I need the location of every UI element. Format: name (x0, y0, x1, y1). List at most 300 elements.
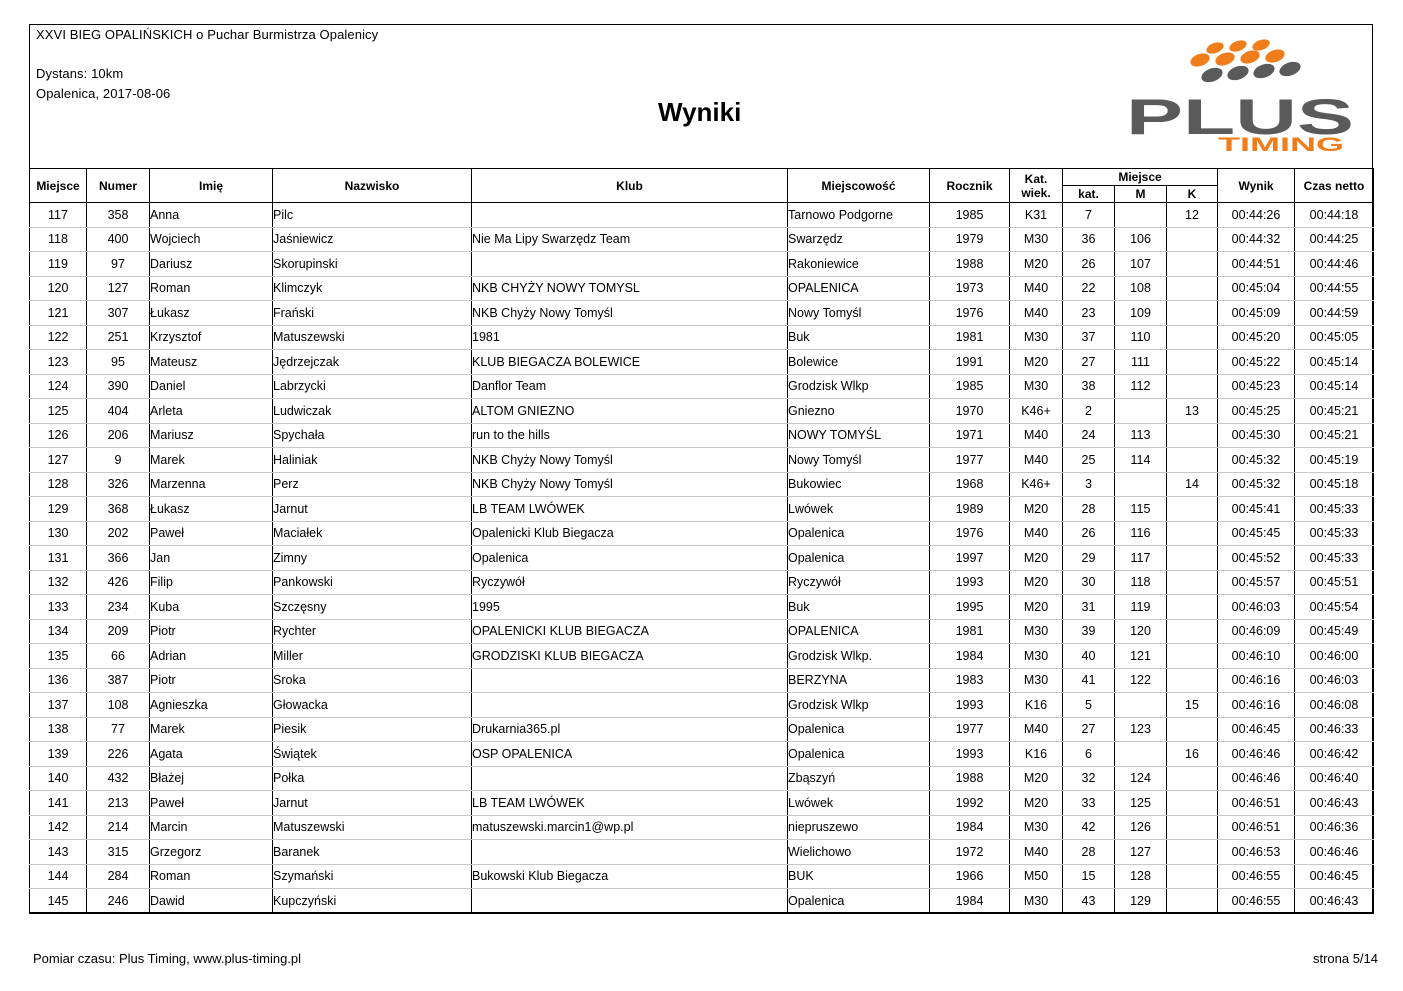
page-number: strona 5/14 (1312, 951, 1378, 966)
cell-nazwisko: Świątek (273, 742, 472, 767)
cell-m-place: 125 (1115, 791, 1167, 816)
cell-kat: K31 (1010, 203, 1063, 228)
cell-numer: 246 (87, 889, 150, 914)
cell-miejscowosc: OPALENICA (788, 276, 930, 301)
cell-rocznik: 1995 (930, 595, 1010, 620)
cell-kat: M20 (1010, 766, 1063, 791)
cell-miejscowosc: OPALENICA (788, 619, 930, 644)
table-row (30, 840, 1374, 865)
cell-k-place (1167, 595, 1218, 620)
cell-imie: Arleta (150, 399, 273, 424)
cell-klub: matuszewski.marcin1@wp.pl (472, 815, 788, 840)
table-row (30, 399, 1374, 424)
table-row (30, 276, 1374, 301)
cell-kat: M20 (1010, 595, 1063, 620)
cell-rocznik: 1976 (930, 301, 1010, 326)
cell-imie: Marek (150, 717, 273, 742)
logo-dots-dark (1199, 59, 1302, 85)
cell-miejsce: 123 (30, 350, 87, 375)
cell-numer: 226 (87, 742, 150, 767)
cell-miejsce: 140 (30, 766, 87, 791)
cell-miejsce: 128 (30, 472, 87, 497)
cell-numer: 307 (87, 301, 150, 326)
cell-m-place: 121 (1115, 644, 1167, 669)
cell-rocznik: 1993 (930, 693, 1010, 718)
logo-text: PLUS (1126, 89, 1354, 145)
cell-miejscowosc: Opalenica (788, 889, 930, 914)
cell-m-place (1115, 742, 1167, 767)
cell-kat: M30 (1010, 644, 1063, 669)
table-row (30, 693, 1374, 718)
cell-netto: 00:45:54 (1295, 595, 1374, 620)
cell-miejsce: 121 (30, 301, 87, 326)
cell-netto: 00:44:59 (1295, 301, 1374, 326)
cell-imie: Marek (150, 448, 273, 473)
cell-m-place: 114 (1115, 448, 1167, 473)
cell-miejscowosc: Buk (788, 325, 930, 350)
col-netto: Czas netto (1295, 169, 1374, 203)
cell-miejsce: 136 (30, 668, 87, 693)
cell-klub: run to the hills (472, 423, 788, 448)
cell-m-place (1115, 472, 1167, 497)
cell-nazwisko: Labrzycki (273, 374, 472, 399)
cell-miejsce: 139 (30, 742, 87, 767)
cell-miejsce: 125 (30, 399, 87, 424)
cell-miejsce: 119 (30, 252, 87, 277)
cell-wynik: 00:46:16 (1218, 693, 1295, 718)
cell-kat-place: 26 (1063, 521, 1115, 546)
cell-imie: Paweł (150, 791, 273, 816)
cell-numer: 97 (87, 252, 150, 277)
cell-netto: 00:45:33 (1295, 497, 1374, 522)
cell-numer: 251 (87, 325, 150, 350)
cell-nazwisko: Baranek (273, 840, 472, 865)
cell-miejscowosc: Opalenica (788, 546, 930, 571)
cell-imie: Filip (150, 570, 273, 595)
table-row (30, 521, 1374, 546)
cell-m-place: 122 (1115, 668, 1167, 693)
cell-wynik: 00:46:55 (1218, 864, 1295, 889)
cell-klub: LB TEAM LWÓWEK (472, 497, 788, 522)
cell-wynik: 00:46:46 (1218, 742, 1295, 767)
cell-m-place (1115, 693, 1167, 718)
cell-k-place: 12 (1167, 203, 1218, 228)
table-row (30, 350, 1374, 375)
cell-k-place: 16 (1167, 742, 1218, 767)
cell-numer: 326 (87, 472, 150, 497)
cell-miejsce: 124 (30, 374, 87, 399)
cell-netto: 00:45:21 (1295, 399, 1374, 424)
cell-wynik: 00:46:55 (1218, 889, 1295, 914)
cell-miejsce: 131 (30, 546, 87, 571)
col-kat-line1: Kat. (1024, 171, 1048, 186)
cell-kat: M40 (1010, 448, 1063, 473)
cell-klub: NKB Chyży Nowy Tomyśl (472, 448, 788, 473)
cell-kat-place: 37 (1063, 325, 1115, 350)
cell-miejscowosc: Tarnowo Podgorne (788, 203, 930, 228)
cell-netto: 00:46:00 (1295, 644, 1374, 669)
cell-klub: Ryczywół (472, 570, 788, 595)
cell-klub (472, 693, 788, 718)
cell-miejscowosc: Nowy Tomyśl (788, 448, 930, 473)
cell-klub (472, 203, 788, 228)
cell-rocznik: 1984 (930, 644, 1010, 669)
cell-k-place (1167, 423, 1218, 448)
table-row (30, 325, 1374, 350)
cell-m-place (1115, 399, 1167, 424)
cell-k-place (1167, 325, 1218, 350)
cell-kat-place: 28 (1063, 497, 1115, 522)
col-sub-m: M (1115, 186, 1167, 203)
table-row (30, 595, 1374, 620)
cell-kat: K16 (1010, 742, 1063, 767)
cell-kat: M30 (1010, 815, 1063, 840)
cell-wynik: 00:45:04 (1218, 276, 1295, 301)
cell-rocznik: 1985 (930, 203, 1010, 228)
cell-wynik: 00:45:09 (1218, 301, 1295, 326)
cell-imie: Agnieszka (150, 693, 273, 718)
cell-rocznik: 1972 (930, 840, 1010, 865)
table-row (30, 472, 1374, 497)
cell-rocznik: 1988 (930, 252, 1010, 277)
cell-imie: Roman (150, 276, 273, 301)
cell-imie: Daniel (150, 374, 273, 399)
cell-miejsce: 134 (30, 619, 87, 644)
cell-rocznik: 1970 (930, 399, 1010, 424)
cell-nazwisko: Pankowski (273, 570, 472, 595)
cell-klub (472, 766, 788, 791)
cell-kat-place: 43 (1063, 889, 1115, 914)
cell-miejsce: 137 (30, 693, 87, 718)
cell-kat-place: 24 (1063, 423, 1115, 448)
table-row (30, 619, 1374, 644)
cell-klub: Danflor Team (472, 374, 788, 399)
table-row (30, 717, 1374, 742)
cell-miejsce: 130 (30, 521, 87, 546)
cell-rocznik: 1979 (930, 227, 1010, 252)
cell-imie: Agata (150, 742, 273, 767)
cell-miejscowosc: Gniezno (788, 399, 930, 424)
cell-kat-place: 27 (1063, 350, 1115, 375)
cell-kat: M40 (1010, 423, 1063, 448)
cell-imie: Piotr (150, 668, 273, 693)
cell-kat-place: 39 (1063, 619, 1115, 644)
cell-rocznik: 1993 (930, 570, 1010, 595)
cell-miejscowosc: Grodzisk Wlkp. (788, 644, 930, 669)
cell-miejscowosc: niepruszewo (788, 815, 930, 840)
table-row (30, 570, 1374, 595)
col-miejsce-group: Miejsce (1063, 169, 1218, 186)
cell-wynik: 00:45:32 (1218, 472, 1295, 497)
cell-kat-place: 6 (1063, 742, 1115, 767)
cell-nazwisko: Zimny (273, 546, 472, 571)
cell-kat: M40 (1010, 717, 1063, 742)
cell-kat: M50 (1010, 864, 1063, 889)
cell-miejsce: 135 (30, 644, 87, 669)
cell-miejscowosc: Opalenica (788, 742, 930, 767)
cell-wynik: 00:46:46 (1218, 766, 1295, 791)
cell-nazwisko: Matuszewski (273, 325, 472, 350)
cell-klub: Opalenica (472, 546, 788, 571)
cell-wynik: 00:46:53 (1218, 840, 1295, 865)
cell-numer: 234 (87, 595, 150, 620)
distance: Dystans: 10km (36, 66, 124, 81)
cell-miejsce: 142 (30, 815, 87, 840)
cell-wynik: 00:46:51 (1218, 791, 1295, 816)
cell-imie: Adrian (150, 644, 273, 669)
cell-wynik: 00:46:09 (1218, 619, 1295, 644)
cell-kat: M30 (1010, 889, 1063, 914)
cell-kat: M20 (1010, 546, 1063, 571)
cell-rocznik: 1984 (930, 889, 1010, 914)
col-sub-kat: kat. (1063, 186, 1115, 203)
cell-numer: 95 (87, 350, 150, 375)
cell-nazwisko: Głowacka (273, 693, 472, 718)
cell-rocznik: 1991 (930, 350, 1010, 375)
cell-kat-place: 23 (1063, 301, 1115, 326)
cell-kat: M30 (1010, 619, 1063, 644)
cell-m-place: 112 (1115, 374, 1167, 399)
cell-wynik: 00:45:57 (1218, 570, 1295, 595)
cell-k-place (1167, 864, 1218, 889)
table-row (30, 301, 1374, 326)
cell-kat-place: 32 (1063, 766, 1115, 791)
cell-rocznik: 1977 (930, 717, 1010, 742)
cell-klub: KLUB BIEGACZA BOLEWICE (472, 350, 788, 375)
cell-kat: M40 (1010, 840, 1063, 865)
cell-rocznik: 1976 (930, 521, 1010, 546)
table-row (30, 546, 1374, 571)
cell-netto: 00:45:19 (1295, 448, 1374, 473)
cell-numer: 358 (87, 203, 150, 228)
cell-netto: 00:44:55 (1295, 276, 1374, 301)
cell-numer: 432 (87, 766, 150, 791)
cell-kat-place: 28 (1063, 840, 1115, 865)
table-row (30, 423, 1374, 448)
cell-numer: 284 (87, 864, 150, 889)
cell-netto: 00:46:03 (1295, 668, 1374, 693)
cell-m-place: 113 (1115, 423, 1167, 448)
cell-k-place (1167, 668, 1218, 693)
cell-numer: 368 (87, 497, 150, 522)
cell-rocznik: 1983 (930, 668, 1010, 693)
logo-dots (1189, 38, 1287, 69)
cell-miejsce: 127 (30, 448, 87, 473)
cell-rocznik: 1988 (930, 766, 1010, 791)
cell-nazwisko: Jarnut (273, 791, 472, 816)
cell-kat-place: 27 (1063, 717, 1115, 742)
cell-k-place (1167, 350, 1218, 375)
cell-wynik: 00:46:10 (1218, 644, 1295, 669)
cell-netto: 00:46:33 (1295, 717, 1374, 742)
cell-netto: 00:46:08 (1295, 693, 1374, 718)
cell-k-place (1167, 252, 1218, 277)
cell-m-place: 120 (1115, 619, 1167, 644)
cell-wynik: 00:46:16 (1218, 668, 1295, 693)
cell-numer: 400 (87, 227, 150, 252)
cell-nazwisko: Ludwiczak (273, 399, 472, 424)
cell-k-place (1167, 766, 1218, 791)
cell-imie: Krzysztof (150, 325, 273, 350)
cell-imie: Marzenna (150, 472, 273, 497)
logo-subtext: TIMING (1218, 135, 1344, 156)
cell-miejscowosc: BUK (788, 864, 930, 889)
cell-netto: 00:46:43 (1295, 889, 1374, 914)
cell-rocznik: 1984 (930, 815, 1010, 840)
cell-kat-place: 31 (1063, 595, 1115, 620)
cell-numer: 66 (87, 644, 150, 669)
cell-m-place: 116 (1115, 521, 1167, 546)
cell-miejsce: 144 (30, 864, 87, 889)
cell-miejscowosc: Lwówek (788, 497, 930, 522)
cell-netto: 00:44:25 (1295, 227, 1374, 252)
cell-numer: 77 (87, 717, 150, 742)
cell-kat-place: 22 (1063, 276, 1115, 301)
cell-nazwisko: Pilc (273, 203, 472, 228)
cell-kat: M40 (1010, 301, 1063, 326)
cell-imie: Kuba (150, 595, 273, 620)
table-row (30, 864, 1374, 889)
cell-miejsce: 129 (30, 497, 87, 522)
table-row (30, 203, 1374, 228)
cell-k-place (1167, 619, 1218, 644)
cell-imie: Grzegorz (150, 840, 273, 865)
cell-miejscowosc: NOWY TOMYŚL (788, 423, 930, 448)
cell-netto: 00:45:51 (1295, 570, 1374, 595)
cell-klub (472, 889, 788, 914)
cell-k-place (1167, 521, 1218, 546)
cell-miejscowosc: Bukowiec (788, 472, 930, 497)
cell-wynik: 00:45:52 (1218, 546, 1295, 571)
cell-rocznik: 1989 (930, 497, 1010, 522)
cell-m-place: 119 (1115, 595, 1167, 620)
cell-nazwisko: Skorupinski (273, 252, 472, 277)
cell-miejscowosc: Grodzisk Wlkp (788, 374, 930, 399)
cell-rocznik: 1977 (930, 448, 1010, 473)
cell-nazwisko: Szczęsny (273, 595, 472, 620)
cell-kat-place: 38 (1063, 374, 1115, 399)
cell-rocznik: 1993 (930, 742, 1010, 767)
col-kat-line2: wiek. (1021, 185, 1051, 200)
cell-imie: Paweł (150, 521, 273, 546)
cell-miejsce: 138 (30, 717, 87, 742)
cell-numer: 209 (87, 619, 150, 644)
cell-klub: NKB Chyży Nowy Tomyśl (472, 472, 788, 497)
cell-klub: ALTOM GNIEZNO (472, 399, 788, 424)
cell-m-place: 117 (1115, 546, 1167, 571)
cell-netto: 00:46:46 (1295, 840, 1374, 865)
cell-wynik: 00:46:45 (1218, 717, 1295, 742)
cell-m-place: 118 (1115, 570, 1167, 595)
cell-miejsce: 141 (30, 791, 87, 816)
cell-netto: 00:46:40 (1295, 766, 1374, 791)
cell-nazwisko: Kupczyński (273, 889, 472, 914)
cell-wynik: 00:45:45 (1218, 521, 1295, 546)
cell-nazwisko: Miller (273, 644, 472, 669)
cell-kat: M30 (1010, 325, 1063, 350)
table-row (30, 644, 1374, 669)
cell-kat: M20 (1010, 497, 1063, 522)
cell-m-place: 123 (1115, 717, 1167, 742)
cell-k-place (1167, 840, 1218, 865)
cell-netto: 00:44:18 (1295, 203, 1374, 228)
cell-miejsce: 117 (30, 203, 87, 228)
cell-nazwisko: Klimczyk (273, 276, 472, 301)
table-row (30, 815, 1374, 840)
cell-kat-place: 7 (1063, 203, 1115, 228)
cell-k-place: 14 (1167, 472, 1218, 497)
cell-kat-place: 30 (1063, 570, 1115, 595)
cell-nazwisko: Szymański (273, 864, 472, 889)
cell-numer: 202 (87, 521, 150, 546)
cell-imie: Jan (150, 546, 273, 571)
cell-kat: M30 (1010, 668, 1063, 693)
cell-miejscowosc: Rakoniewice (788, 252, 930, 277)
col-miejsce: Miejsce (30, 169, 87, 203)
cell-wynik: 00:45:20 (1218, 325, 1295, 350)
cell-wynik: 00:45:32 (1218, 448, 1295, 473)
cell-rocznik: 1981 (930, 325, 1010, 350)
cell-imie: Roman (150, 864, 273, 889)
plus-timing-logo (1120, 38, 1360, 156)
cell-miejscowosc: Opalenica (788, 521, 930, 546)
cell-kat: M40 (1010, 276, 1063, 301)
cell-m-place: 110 (1115, 325, 1167, 350)
cell-miejsce: 132 (30, 570, 87, 595)
cell-m-place: 115 (1115, 497, 1167, 522)
cell-klub: Drukarnia365.pl (472, 717, 788, 742)
cell-nazwisko: Spychała (273, 423, 472, 448)
cell-k-place (1167, 374, 1218, 399)
table-row (30, 889, 1374, 914)
cell-rocznik: 1997 (930, 546, 1010, 571)
cell-miejsce: 122 (30, 325, 87, 350)
cell-kat: M20 (1010, 791, 1063, 816)
cell-nazwisko: Jarnut (273, 497, 472, 522)
cell-imie: Łukasz (150, 301, 273, 326)
cell-kat-place: 40 (1063, 644, 1115, 669)
footer-credit: Pomiar czasu: Plus Timing, www.plus-timing.pl (33, 951, 302, 966)
cell-imie: Mateusz (150, 350, 273, 375)
cell-m-place: 128 (1115, 864, 1167, 889)
table-row (30, 227, 1374, 252)
cell-miejscowosc: Grodzisk Wlkp (788, 693, 930, 718)
cell-kat-place: 15 (1063, 864, 1115, 889)
cell-rocznik: 1966 (930, 864, 1010, 889)
cell-k-place (1167, 497, 1218, 522)
cell-numer: 214 (87, 815, 150, 840)
cell-wynik: 00:45:30 (1218, 423, 1295, 448)
cell-rocznik: 1992 (930, 791, 1010, 816)
cell-miejscowosc: Buk (788, 595, 930, 620)
cell-nazwisko: Jaśniewicz (273, 227, 472, 252)
cell-rocznik: 1971 (930, 423, 1010, 448)
cell-k-place (1167, 546, 1218, 571)
cell-numer: 366 (87, 546, 150, 571)
cell-k-place (1167, 301, 1218, 326)
cell-imie: Mariusz (150, 423, 273, 448)
cell-m-place: 127 (1115, 840, 1167, 865)
col-kat (1010, 169, 1063, 203)
cell-wynik: 00:45:25 (1218, 399, 1295, 424)
cell-nazwisko: Perz (273, 472, 472, 497)
cell-kat-place: 2 (1063, 399, 1115, 424)
page-title: Wyniki (658, 97, 742, 127)
cell-m-place: 124 (1115, 766, 1167, 791)
cell-kat-place: 5 (1063, 693, 1115, 718)
cell-wynik: 00:44:51 (1218, 252, 1295, 277)
cell-m-place: 129 (1115, 889, 1167, 914)
